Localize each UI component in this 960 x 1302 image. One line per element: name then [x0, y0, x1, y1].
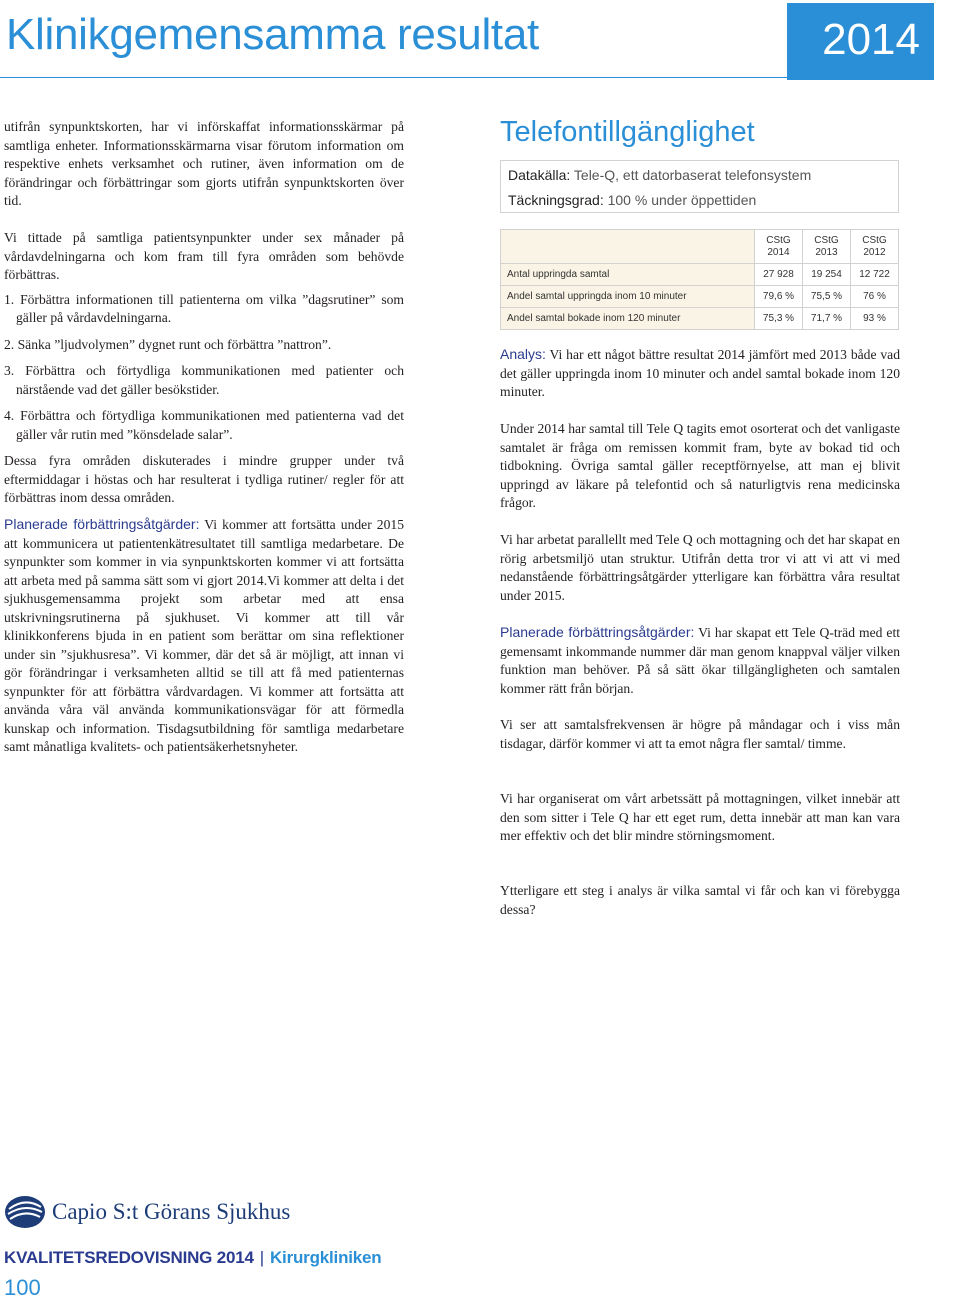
report-title: KVALITETSREDOVISNING 2014: [4, 1248, 254, 1267]
footer-separator: |: [259, 1248, 264, 1267]
analysis-paragraph: [500, 345, 900, 402]
capio-logo-icon: [4, 1195, 46, 1229]
table-header-row: [501, 230, 899, 264]
review-text: Vi tittade på samtliga patientsynpunkter under sex månader på vårdavdelningarna och kom fram till fyra områden som behövde förbättras.: [4, 230, 404, 282]
table-row: [501, 286, 899, 308]
paragraph-4: Vi har organiserat om vårt arbetssätt på mottagningen, vilket innebär att den som sitter i Tele Q har ett eget rum, detta innebär att man kan vara mer effektiv och det blir mindre störningsmoment.: [500, 791, 900, 843]
coverage-row: [508, 192, 756, 208]
row-label: Antal uppringda samtal: [501, 264, 755, 286]
list-item: 4. Förbättra och förtydliga kommunikationen med patienterna vad det gäller vår rutin med ”könsdelade salar”.: [4, 408, 404, 442]
paragraph-3: Vi ser att samtalsfrekvensen är högre på måndagar och i viss mån tisdagar, därför kommer vi att ta emot några fler samtal/ timme.: [500, 717, 900, 751]
table-cell: 79,6 %: [755, 286, 803, 308]
planned-heading: Planerade förbättringsåtgärder:: [500, 624, 695, 640]
list-item: 3. Förbättra och förtydliga kommunikationen med patienter och närstående vad det gäller besökstider.: [4, 363, 404, 397]
logo-text: Capio S:t Görans Sjukhus: [52, 1199, 291, 1224]
discussion-text: Dessa fyra områden diskuterades i mindre grupper under två eftermiddagar i höstas och har resulterat i tydliga rutiner/ regler för att förbättras inom dessa områden.: [4, 453, 404, 505]
planned-heading: Planerade förbättringsåtgärder:: [4, 516, 200, 532]
table-cell: 93 %: [851, 308, 899, 330]
planned-section-left: [4, 515, 404, 757]
table-cell: 19 254: [803, 264, 851, 286]
column-header: CStG 2013: [803, 230, 851, 264]
paragraph-2: Vi har arbetat parallellt med Tele Q och mottagning och det har skapat en rörig arbetsmiljö utan struktur. Utifrån detta tror vi att vi att vi med nedanstående förbättringsåtgärder ytterligare kan förbättra våra resultat under 2015.: [500, 532, 900, 603]
table-corner: [501, 230, 755, 264]
section-title: Telefontillgänglighet: [500, 116, 755, 148]
table-cell: 76 %: [851, 286, 899, 308]
planned-text: Vi har skapat ett Tele Q-träd med ett gemensamt inkommande nummer där man genom knappval väljer vilken funktion man behöver. På så sätt ökar tillgängligheten och samtalen kommer rätt från början.: [500, 625, 900, 696]
page-title: Klinikgemensamma resultat: [6, 10, 539, 59]
analysis-heading: Analys:: [500, 346, 546, 362]
phone-stats-table: [500, 229, 899, 330]
improvement-list: [4, 291, 404, 445]
table-row: [501, 308, 899, 330]
list-item: 1. Förbättra informationen till patienterna om vilka ”dagsrutiner” som gäller på vårdavdelningarna.: [4, 291, 404, 325]
column-header: CStG 2014: [755, 230, 803, 264]
paragraph-5: Ytterligare ett steg i analys är vilka samtal vi får och kan vi förebygga dessa?: [500, 883, 900, 917]
year-badge: 2014: [787, 3, 934, 80]
table-cell: 27 928: [755, 264, 803, 286]
title-rule: [0, 77, 788, 78]
intro-paragraph: [4, 118, 404, 211]
page-number: 100: [4, 1275, 41, 1300]
table-cell: 75,5 %: [803, 286, 851, 308]
row-label: Andel samtal uppringda inom 10 minuter: [501, 286, 755, 308]
table-cell: 71,7 %: [803, 308, 851, 330]
planned-text: Vi kommer att fortsätta under 2015 att kommunicera ut patientenkätresultatet till samtliga medarbetare. De synpunkter som kommer in via synpunktskorten kommer vi att fortsätta att arbeta med på samma sätt som vi gjort 2014.Vi kommer att delta i det sjukhusgemensamma projekt som arbetar med att ensa utskrivningsrutinerna på sjukhuset. Vi kommer att till vår klinikkonferens bjuda in en patient som berättar om sina reflektioner under sin ”sjukhusresa”. Vi kommer, där det så är möjligt, att innan vi gör förändringar i verksamheten alltid se till att få med patienternas synpunkter för att förbättra vårdvardagen. Vi kommer att fortsätta att använda våra väl använda kommunikationsvägar för att förmedla kunskap och information. Tisdagsutbildning för samtliga medarbetare samt månatliga kvalitets- och patientsäkerhetsnyheter.: [4, 517, 404, 754]
table-cell: 12 722: [851, 264, 899, 286]
footer-title: [4, 1248, 381, 1268]
department-name: Kirurgkliniken: [269, 1248, 382, 1267]
data-source-box: [500, 160, 899, 213]
row-label: Andel samtal bokade inom 120 minuter: [501, 308, 755, 330]
source-value: Tele-Q, ett datorbaserat telefonsystem: [570, 167, 812, 183]
table-row: [501, 264, 899, 286]
coverage-value: 100 % under öppettiden: [603, 192, 757, 208]
coverage-label: Täckningsgrad:: [508, 192, 604, 208]
source-label: Datakälla:: [508, 167, 571, 183]
source-row: [508, 167, 811, 183]
review-section: [4, 229, 404, 508]
column-header: CStG 2012: [851, 230, 899, 264]
planned-section-right: [500, 623, 900, 698]
analysis-text: Vi har ett något bättre resultat 2014 jämfört med 2013 både vad det gäller uppringda inom 10 minuter och andel samtal bokade inom 120 minuter.: [500, 347, 900, 399]
table-cell: 75,3 %: [755, 308, 803, 330]
paragraph-1: Under 2014 har samtal till Tele Q tagits emot osorterat och det vanligaste samtalet är fråga om remissen kommit fram, byte av bokad tid och tidbokning. Övriga samtal gäller receptförnyelse, att man ej blivit uppringd av läkare på telefontid och så naturligtvis rena medicinska frågor.: [500, 421, 900, 510]
list-item: 2. Sänka ”ljudvolymen” dygnet runt och förbättra ”nattron”.: [4, 336, 332, 352]
intro-text: utifrån synpunktskorten, har vi införskaffat informationsskärmar på samtliga enheter. Informationsskärmarna visar förutom information om respektive enhets verksamhet och rutiner, även information om de förändringar och förbättringar som gjorts utifrån synpunktskorten över tid.: [4, 119, 404, 208]
